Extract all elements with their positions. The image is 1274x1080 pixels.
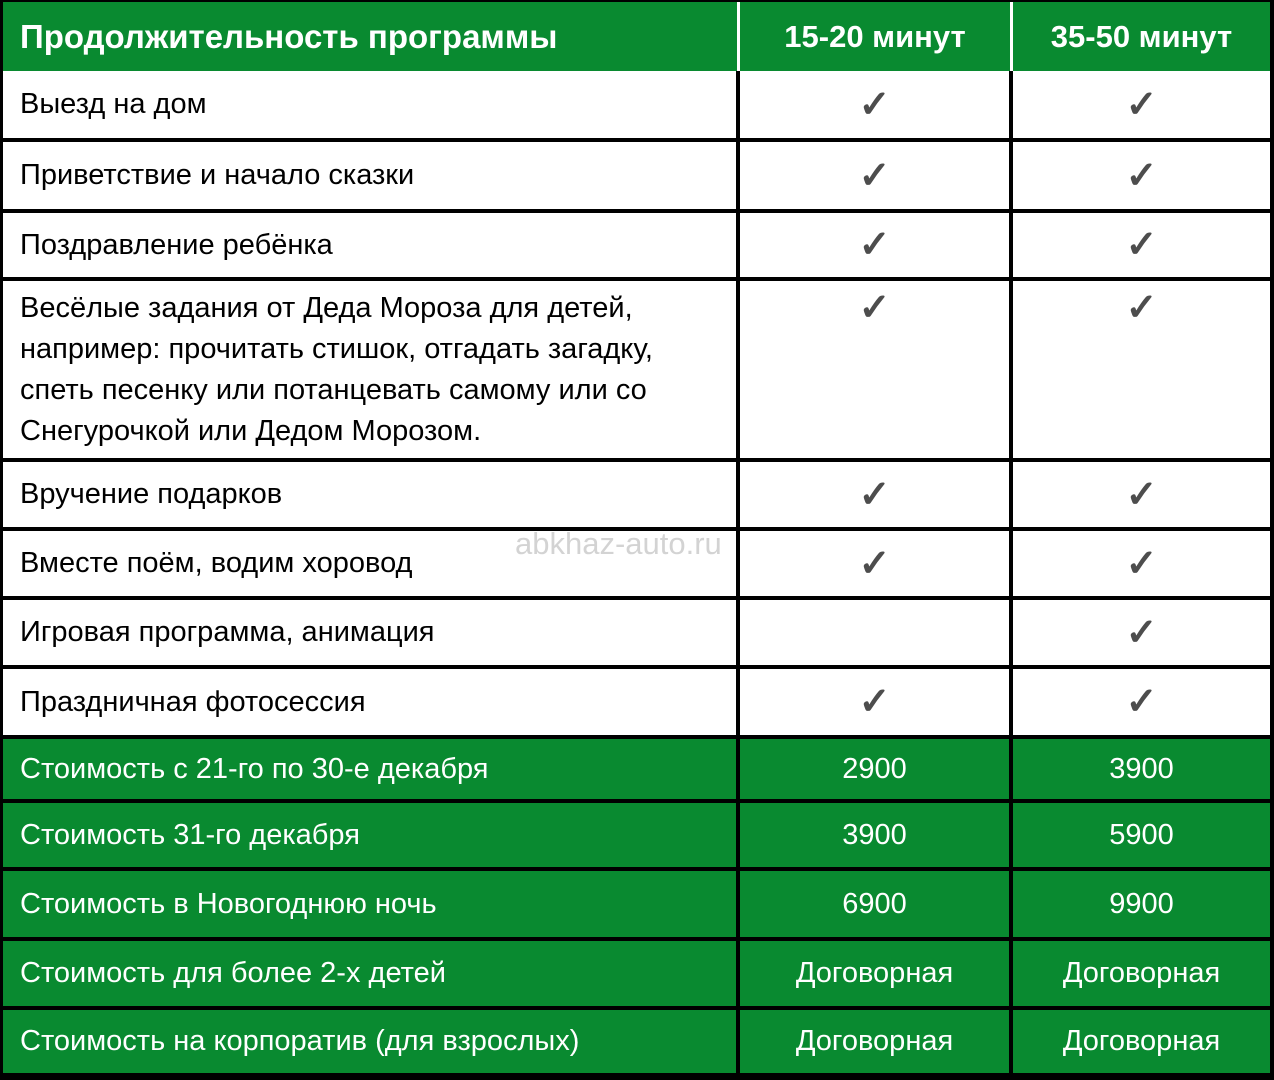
price-row	[3, 941, 1270, 1010]
checkmark-icon: ✓	[858, 287, 891, 329]
feature-row	[3, 462, 1270, 531]
price-row	[3, 803, 1270, 871]
price-value-15-20: Договорная	[740, 941, 1013, 1006]
price-value-35-50: 3900	[1109, 752, 1174, 785]
feature-row	[3, 669, 1270, 739]
feature-label: Приветствие и начало сказки	[3, 142, 740, 209]
checkmark-icon: ✓	[858, 224, 891, 266]
checkmark-icon: ✓	[1125, 154, 1158, 197]
check-cell-15-20	[740, 213, 1013, 277]
column-header-duration-15-20: 15-20 минут	[740, 2, 1013, 71]
check-cell-35-50	[1013, 600, 1270, 665]
check-cell-15-20	[740, 669, 1013, 735]
feature-row	[3, 281, 1270, 462]
column-header-duration-35-50: 35-50 минут	[1050, 18, 1233, 54]
price-row	[3, 739, 1270, 803]
checkmark-icon: ✓	[1125, 287, 1158, 329]
price-value-15-20: 3900	[740, 803, 1013, 867]
price-row	[3, 871, 1270, 941]
checkmark-icon: ✓	[858, 473, 891, 516]
price-label: Стоимость на корпоратив (для взрослых)	[3, 1010, 740, 1073]
price-value-35-50: 5900	[1109, 818, 1174, 851]
check-cell-15-20	[740, 71, 1013, 138]
watermark: abkhaz-auto.ru	[515, 526, 722, 561]
feature-row	[3, 531, 1270, 600]
check-cell-35-50	[1013, 142, 1270, 209]
feature-row	[3, 213, 1270, 281]
check-cell-15-20	[740, 281, 1013, 458]
check-cell-35-50	[1013, 669, 1270, 735]
price-label: Стоимость в Новогоднюю ночь	[3, 871, 740, 937]
feature-label: Выезд на дом	[3, 71, 740, 138]
feature-label: Игровая программа, анимация	[3, 600, 740, 665]
check-cell-35-50	[1013, 531, 1270, 596]
price-value-15-20: Договорная	[740, 1010, 1013, 1073]
feature-row	[3, 600, 1270, 669]
price-value-35-50: Договорная	[1062, 957, 1221, 989]
price-label: Стоимость с 21-го по 30-е декабря	[3, 739, 740, 799]
column-header-program-duration: Продолжительность программы	[3, 2, 740, 71]
feature-label: Вместе поём, водим хоровод	[3, 531, 740, 596]
checkmark-icon: ✓	[858, 154, 891, 197]
price-value-15-20: 6900	[740, 871, 1013, 937]
checkmark-icon: ✓	[858, 542, 891, 585]
price-value-35-50: 9900	[1109, 887, 1174, 920]
checkmark-icon: ✓	[858, 83, 891, 126]
check-cell-15-20	[740, 462, 1013, 527]
price-label: Стоимость 31-го декабря	[3, 803, 740, 867]
check-cell-35-50	[1013, 462, 1270, 527]
checkmark-icon: ✓	[1125, 83, 1158, 126]
feature-label: Весёлые задания от Деда Мороза для детей, например: прочитать стишок, отгадать загадку, спеть песенку или потанцевать самому или со Снегурочкой или Дедом Морозом.	[3, 281, 740, 458]
price-value-35-50: Договорная	[1062, 1025, 1221, 1057]
check-cell-35-50	[1013, 71, 1270, 138]
header-row	[3, 2, 1270, 71]
checkmark-icon: ✓	[1125, 473, 1158, 516]
feature-row	[3, 71, 1270, 142]
price-value-15-20: 2900	[740, 739, 1013, 799]
feature-row	[3, 142, 1270, 213]
price-label: Стоимость для более 2-х детей	[3, 941, 740, 1006]
feature-label: Праздничная фотосессия	[3, 669, 740, 735]
checkmark-icon: ✓	[1125, 224, 1158, 266]
check-cell-15-20-empty	[740, 600, 1013, 665]
check-cell-15-20	[740, 531, 1013, 596]
feature-label: Поздравление ребёнка	[3, 213, 740, 277]
check-cell-15-20	[740, 142, 1013, 209]
feature-label: Вручение подарков	[3, 462, 740, 527]
checkmark-icon: ✓	[1125, 681, 1158, 723]
price-row	[3, 1010, 1270, 1073]
check-cell-35-50	[1013, 213, 1270, 277]
checkmark-icon: ✓	[1125, 611, 1158, 654]
checkmark-icon: ✓	[858, 681, 891, 723]
check-cell-35-50	[1013, 281, 1270, 458]
checkmark-icon: ✓	[1125, 542, 1158, 585]
